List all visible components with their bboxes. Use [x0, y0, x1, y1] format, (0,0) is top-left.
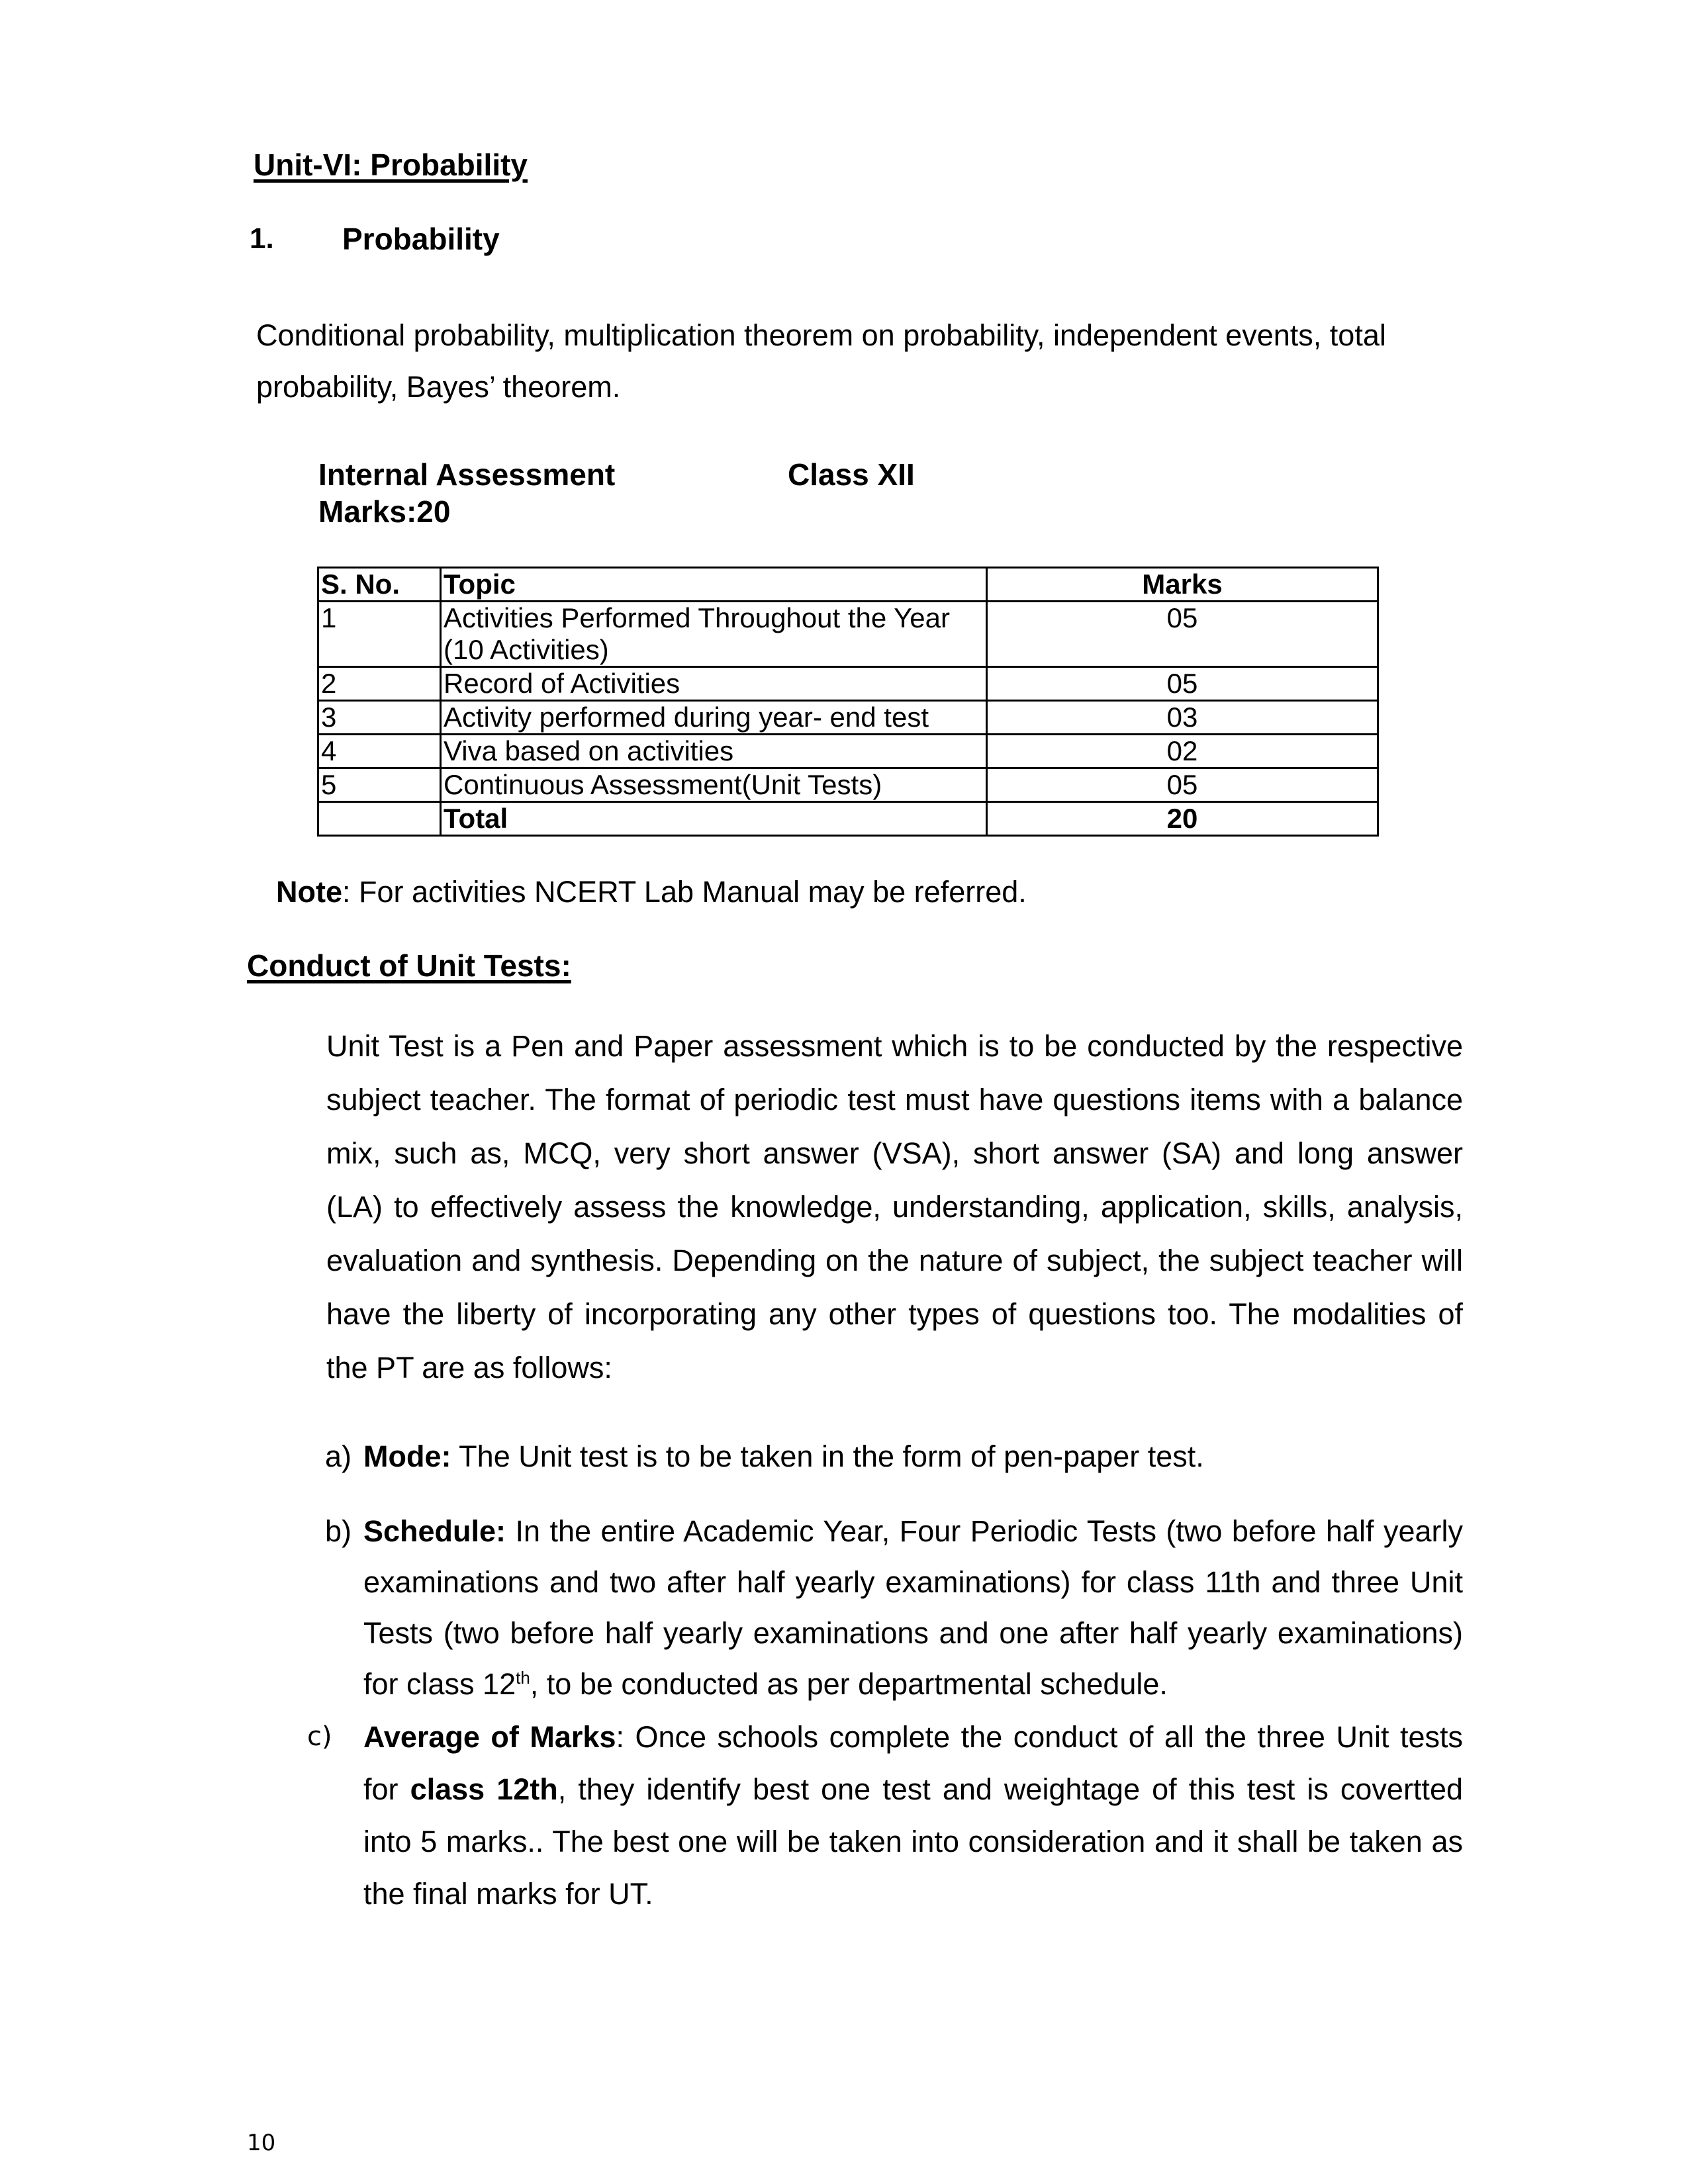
cell-total-marks: 20 [987, 802, 1378, 836]
cell-sno: 2 [318, 667, 441, 701]
superscript: th [516, 1668, 530, 1688]
list-marker: c) [307, 1721, 332, 1752]
total-marks-label: Marks:20 [318, 494, 451, 529]
cell-sno [318, 802, 441, 836]
list-marker: b) [325, 1514, 352, 1548]
header-topic: Topic [441, 568, 987, 602]
conduct-paragraph: Unit Test is a Pen and Paper assessment which is to be conducted by the respective subject teacher. The format of periodic test must have questions items with a balance mix, such as, MCQ, very short answer (VSA), short answer (SA) and long answer (LA) to effectively assess the knowledge, understanding, application, skills, analysis, evaluation and synthesis. Depending on the nature of subject, the subject teacher will have the liberty of incorporating any other types of questions too. The modalities of the PT are as follows: [326, 1029, 1463, 1385]
cell-marks: 03 [987, 701, 1378, 735]
cell-topic: Activities Performed Throughout the Year (10 Activities) [441, 602, 987, 667]
internal-assessment-title: Internal Assessment [318, 457, 616, 492]
table-row [318, 735, 1378, 768]
section-number: 1. [250, 222, 274, 255]
unit-heading: Unit-VI: Probability [254, 148, 528, 182]
cell-topic: Record of Activities [441, 667, 987, 701]
list-marker: a) [325, 1439, 352, 1473]
modality-text-cont: , to be conducted as per departmental schedule. [530, 1667, 1168, 1701]
cell-sno: 1 [318, 602, 441, 667]
table-header-row [318, 568, 1378, 602]
page-number: 10 [247, 2130, 276, 2156]
table-row [318, 768, 1378, 802]
cell-topic: Activity performed during year- end test [441, 701, 987, 735]
cell-total-label: Total [441, 802, 987, 836]
note [276, 875, 1027, 909]
cell-marks: 02 [987, 735, 1378, 768]
modality-label: Mode: [363, 1439, 451, 1473]
section-description: Conditional probability, multiplication theorem on probability, independent events, total probability, Bayes’ theorem. [256, 318, 1386, 404]
cell-topic: Continuous Assessment(Unit Tests) [441, 768, 987, 802]
modality-mode [325, 1431, 1463, 1482]
conduct-heading: Conduct of Unit Tests: [247, 948, 571, 983]
header-sno: S. No. [318, 568, 441, 602]
cell-marks: 05 [987, 768, 1378, 802]
modality-text: The Unit test is to be taken in the form of pen-paper test. [451, 1439, 1204, 1473]
cell-sno: 3 [318, 701, 441, 735]
class-label: Class XII [788, 457, 915, 492]
modality-label: Average of Marks [363, 1720, 616, 1754]
modality-text: In the entire Academic Year, Four Periodic Tests (two before half yearly examinations and two after half yearly examinations) for class 11th and three Unit Tests (two before half yearly examinations and one after half yearly examinations) for class 12 [363, 1514, 1463, 1701]
section-title: Probability [342, 222, 500, 256]
table-row [318, 701, 1378, 735]
modality-schedule [325, 1506, 1463, 1709]
header-marks: Marks [987, 568, 1378, 602]
modality-text: : Once schools complete the conduct of all the three Unit tests for [363, 1720, 1463, 1806]
internal-assessment-table [317, 567, 1379, 837]
note-text: : For activities NCERT Lab Manual may be referred. [342, 875, 1027, 909]
modality-label: Schedule: [363, 1514, 506, 1548]
cell-sno: 4 [318, 735, 441, 768]
cell-sno: 5 [318, 768, 441, 802]
table-row [318, 602, 1378, 667]
modality-bold-text: class 12th [410, 1772, 558, 1806]
cell-topic: Viva based on activities [441, 735, 987, 768]
modality-average [307, 1711, 1463, 1920]
table-total-row [318, 802, 1378, 836]
cell-marks: 05 [987, 602, 1378, 667]
cell-marks: 05 [987, 667, 1378, 701]
table-row [318, 667, 1378, 701]
note-label: Note [276, 875, 342, 909]
modality-text-cont: , they identify best one test and weightage of this test is covertted into 5 marks.. The best one will be taken into consideration and it shall be taken as the final marks for UT. [363, 1772, 1463, 1911]
